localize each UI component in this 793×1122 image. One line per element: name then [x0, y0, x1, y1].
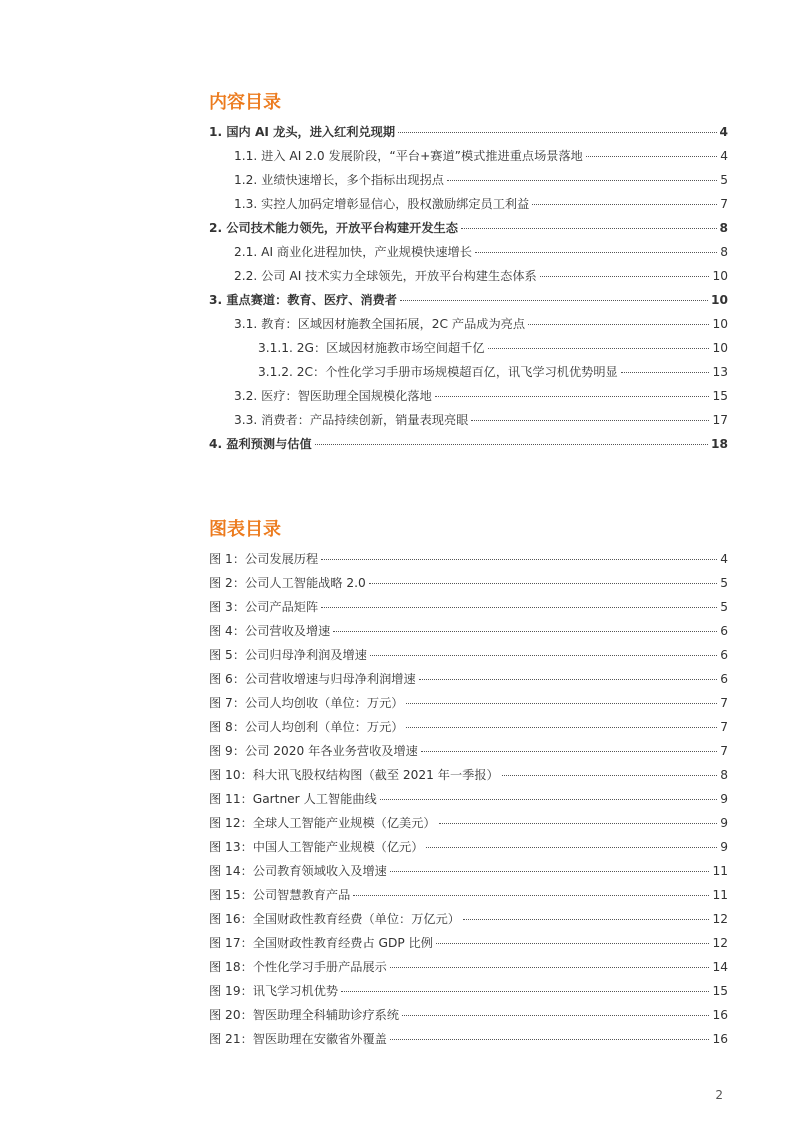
toc-entry-label: 2.2. 公司 AI 技术实力全球领先，开放平台构建生态体系 [234, 269, 537, 283]
figure-entry[interactable] [209, 863, 728, 879]
figure-entry[interactable] [209, 911, 728, 927]
page-number: 2 [715, 1088, 723, 1102]
figure-entry-page: 6 [720, 648, 728, 662]
toc-entry-4[interactable] [209, 436, 728, 452]
toc-entry-page: 18 [711, 437, 728, 451]
figure-entry-page: 11 [712, 888, 728, 902]
figure-entry[interactable] [209, 791, 728, 807]
dot-leader [426, 847, 717, 848]
toc-entry-page: 17 [712, 413, 728, 427]
dot-leader [398, 132, 716, 133]
figure-entry-page: 9 [720, 840, 728, 854]
dot-leader [380, 799, 718, 800]
figure-entry-label: 图 13：中国人工智能产业规模（亿元） [209, 840, 424, 854]
toc-entry-3-1-1[interactable] [258, 340, 728, 356]
dot-leader [435, 396, 710, 397]
figures-title: 图表目录 [209, 519, 281, 540]
toc-entry-1-3[interactable] [234, 196, 728, 212]
toc-entry-label: 1.1. 进入 AI 2.0 发展阶段，“平台+赛道”模式推进重点场景落地 [234, 149, 583, 163]
toc-entry-3-1[interactable] [234, 316, 728, 332]
dot-leader [390, 1039, 710, 1040]
figure-entry-page: 6 [720, 624, 728, 638]
dot-leader [436, 943, 710, 944]
figure-entry[interactable] [209, 815, 728, 831]
toc-entry-label: 1.3. 实控人加码定增彰显信心，股权激励绑定员工利益 [234, 197, 530, 211]
dot-leader [333, 631, 717, 632]
toc-entry-label: 3.1. 教育：区域因材施教全国拓展，2C 产品成为亮点 [234, 317, 526, 331]
toc-entry-2[interactable] [209, 220, 728, 236]
dot-leader [471, 420, 709, 421]
figure-entry[interactable] [209, 983, 728, 999]
toc-entry-2-2[interactable] [234, 268, 728, 284]
dot-leader [390, 871, 710, 872]
figure-entry-page: 8 [720, 768, 728, 782]
figure-entry-page: 4 [720, 552, 728, 566]
figure-entry[interactable] [209, 887, 728, 903]
figure-entry[interactable] [209, 647, 728, 663]
dot-leader [370, 655, 717, 656]
toc-entry-3[interactable] [209, 292, 728, 308]
toc-entry-3-2[interactable] [234, 388, 728, 404]
toc-entry-3-1-2[interactable] [258, 364, 728, 380]
figure-entry-label: 图 18：个性化学习手册产品展示 [209, 960, 387, 974]
figure-entry[interactable] [209, 671, 728, 687]
dot-leader [419, 679, 718, 680]
figure-entry-label: 图 16：全国财政性教育经费（单位：万亿元） [209, 912, 460, 926]
figure-entry-label: 图 11：Gartner 人工智能曲线 [209, 792, 377, 806]
toc-entry-page: 10 [712, 317, 728, 331]
dot-leader [400, 300, 708, 301]
figure-entry-label: 图 4：公司营收及增速 [209, 624, 331, 638]
figure-entry-label: 图 6：公司营收增速与归母净利润增速 [209, 672, 416, 686]
figure-entry-label: 图 1：公司发展历程 [209, 552, 319, 566]
dot-leader [341, 991, 709, 992]
figure-entry-label: 图 21：智医助理在安徽省外覆盖 [209, 1032, 387, 1046]
dot-leader [390, 967, 710, 968]
dot-leader [402, 1015, 709, 1016]
dot-leader [439, 823, 718, 824]
toc-entry-label: 1.2. 业绩快速增长，多个指标出现拐点 [234, 173, 444, 187]
toc-entry-label: 3. 重点赛道：教育、医疗、消费者 [209, 293, 397, 307]
figure-entry-page: 16 [712, 1008, 728, 1022]
dot-leader [540, 276, 710, 277]
toc-entry-2-1[interactable] [234, 244, 728, 260]
figure-entry[interactable] [209, 959, 728, 975]
dot-leader [321, 559, 717, 560]
figure-entry-page: 7 [720, 720, 728, 734]
figure-entry-page: 12 [712, 912, 728, 926]
figure-entry-label: 图 10：科大讯飞股权结构图（截至 2021 年一季报） [209, 768, 499, 782]
figure-entry-label: 图 7：公司人均创收（单位：万元） [209, 696, 404, 710]
toc-entry-page: 13 [712, 365, 728, 379]
figure-entry-label: 图 15：公司智慧教育产品 [209, 888, 351, 902]
figure-entry-page: 11 [712, 864, 728, 878]
toc-entry-3-3[interactable] [234, 412, 728, 428]
toc-entry-page: 4 [719, 125, 728, 139]
toc-entry-label: 2. 公司技术能力领先，开放平台构建开发生态 [209, 221, 458, 235]
toc-entry-label: 3.2. 医疗：智医助理全国规模化落地 [234, 389, 432, 403]
dot-leader [447, 180, 717, 181]
figure-entry[interactable] [209, 1007, 728, 1023]
figure-entry[interactable] [209, 695, 728, 711]
dot-leader [528, 324, 709, 325]
dot-leader [463, 919, 710, 920]
figure-entry[interactable] [209, 575, 728, 591]
figure-entry[interactable] [209, 743, 728, 759]
figure-entry-label: 图 3：公司产品矩阵 [209, 600, 319, 614]
figure-entry-page: 14 [712, 960, 728, 974]
figure-entry-page: 7 [720, 696, 728, 710]
dot-leader [315, 444, 708, 445]
figure-entry-page: 9 [720, 792, 728, 806]
dot-leader [502, 775, 718, 776]
figure-entry-label: 图 20：智医助理全科辅助诊疗系统 [209, 1008, 400, 1022]
toc-entry-label: 1. 国内 AI 龙头，进入红利兑现期 [209, 125, 396, 139]
figure-entry-label: 图 12：全球人工智能产业规模（亿美元） [209, 816, 436, 830]
figure-entry[interactable] [209, 719, 728, 735]
figure-entry[interactable] [209, 623, 728, 639]
figure-entry-label: 图 17：全国财政性教育经费占 GDP 比例 [209, 936, 433, 950]
figure-entry[interactable] [209, 599, 728, 615]
toc-entry-page: 10 [712, 269, 728, 283]
toc-entry-page: 8 [719, 221, 728, 235]
figure-entry-page: 7 [720, 744, 728, 758]
toc-entry-page: 7 [720, 197, 728, 211]
figure-entry[interactable] [209, 935, 728, 951]
toc-entry-1-2[interactable] [234, 172, 728, 188]
toc-entry-page: 15 [712, 389, 728, 403]
dot-leader [532, 204, 717, 205]
figure-entry-page: 5 [720, 600, 728, 614]
toc-entry-page: 8 [720, 245, 728, 259]
toc-entry-page: 10 [711, 293, 728, 307]
figure-entry-page: 16 [712, 1032, 728, 1046]
figure-entry[interactable] [209, 551, 728, 567]
figure-entry-label: 图 8：公司人均创利（单位：万元） [209, 720, 404, 734]
toc-entry-page: 5 [720, 173, 728, 187]
dot-leader [621, 372, 710, 373]
toc-entry-label: 2.1. AI 商业化进程加快，产业规模快速增长 [234, 245, 472, 259]
figure-entry-label: 图 2：公司人工智能战略 2.0 [209, 576, 366, 590]
toc-entry-page: 10 [712, 341, 728, 355]
figure-entry-page: 15 [712, 984, 728, 998]
toc-entry-label: 3.3. 消费者：产品持续创新，销量表现亮眼 [234, 413, 469, 427]
figure-entry-label: 图 9：公司 2020 年各业务营收及增速 [209, 744, 418, 758]
toc-entry-1[interactable] [209, 124, 728, 140]
dot-leader [406, 727, 717, 728]
dot-leader [461, 228, 717, 229]
figure-entry-page: 6 [720, 672, 728, 686]
figure-entry-page: 9 [720, 816, 728, 830]
figure-entry[interactable] [209, 839, 728, 855]
figure-entry-page: 5 [720, 576, 728, 590]
dot-leader [353, 895, 709, 896]
toc-entry-page: 4 [720, 149, 728, 163]
figure-entry[interactable] [209, 1031, 728, 1047]
dot-leader [475, 252, 717, 253]
dot-leader [488, 348, 710, 349]
toc-title: 内容目录 [209, 92, 281, 113]
dot-leader [406, 703, 717, 704]
dot-leader [369, 583, 717, 584]
toc-entry-1-1[interactable] [234, 148, 728, 164]
toc-entry-label: 3.1.1. 2G：区域因材施教市场空间超千亿 [258, 341, 485, 355]
figure-entry-page: 12 [712, 936, 728, 950]
dot-leader [421, 751, 717, 752]
dot-leader [586, 156, 717, 157]
dot-leader [321, 607, 717, 608]
toc-entry-label: 4. 盈利预测与估值 [209, 437, 312, 451]
figure-entry[interactable] [209, 767, 728, 783]
figure-entry-label: 图 19：讯飞学习机优势 [209, 984, 339, 998]
figure-entry-label: 图 14：公司教育领域收入及增速 [209, 864, 387, 878]
toc-entry-label: 3.1.2. 2C：个性化学习手册市场规模超百亿，讯飞学习机优势明显 [258, 365, 618, 379]
figure-entry-label: 图 5：公司归母净利润及增速 [209, 648, 367, 662]
